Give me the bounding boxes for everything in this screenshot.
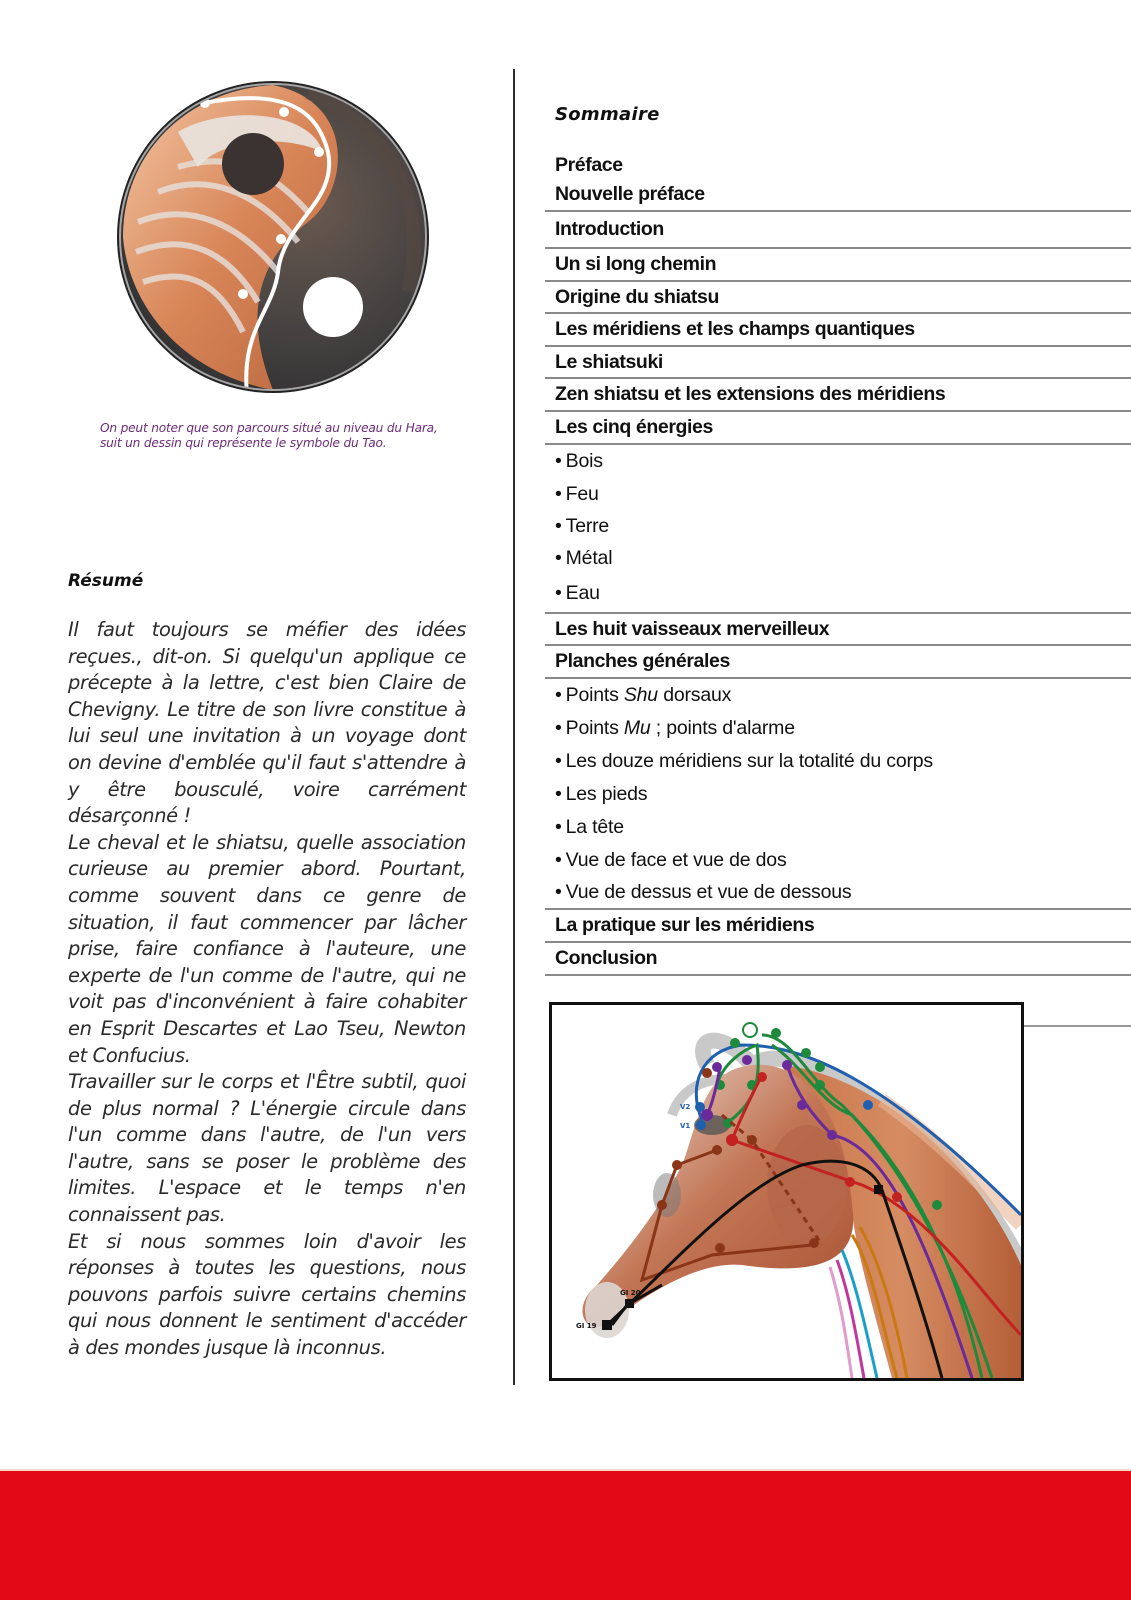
toc-entry (545, 943, 1131, 976)
bullet-icon: • (555, 684, 562, 706)
bullet-icon: • (555, 717, 562, 739)
label-v2: V2 (680, 1103, 691, 1111)
toc-entry-label: Les douze méridiens sur la totalité du corps (565, 750, 933, 772)
toc-entry (545, 379, 1131, 412)
bullet-icon: • (555, 450, 562, 472)
toc-entry-label: Eau (565, 582, 600, 604)
yang-dot (303, 277, 363, 337)
bullet-icon: • (555, 881, 562, 903)
toc-entry-rest: dorsaux (663, 684, 732, 706)
bullet-icon: • (555, 582, 562, 604)
toc-entry-label: Feu (565, 483, 599, 505)
toc-entry-italic: Mu (623, 717, 651, 739)
column-divider (513, 69, 515, 1385)
bullet-icon: • (555, 816, 562, 838)
toc-entry-label: Les méridiens et les champs quantiques (555, 318, 915, 340)
toc-entry-label: Points (565, 717, 619, 739)
resume-paragraph: Le cheval et le shiatsu, quelle association curieuse au premier abord. Pourtant, comme souvent dans ce genre de situation, il faut commencer par lâcher prise, faire confiance à l'auteure, une experte de l'un comme de l'autre, qui ne voit pas d'inconvénient à faire cohabiter en Esprit Descartes et Lao Tseu, Newton et Confucius. (68, 830, 466, 1067)
toc-subentry (545, 877, 1131, 910)
toc-entry (545, 212, 1131, 249)
yin-yang-graphic (108, 72, 438, 402)
toc-subentry (545, 712, 1131, 745)
toc-entry (545, 646, 1131, 679)
toc-entry-label: Zen shiatsu et les extensions des méridiens (555, 383, 946, 405)
horse-head-figure (549, 1002, 1024, 1381)
toc-entry-label: Métal (565, 547, 613, 569)
resume-paragraph: Il faut toujours se méfier des idées reçues., dit-on. Si quelqu'un applique ce précepte à la lettre, c'est bien Claire de Chevigny. Le titre de son livre constitue à lui seul une invitation à un voyage dont on devine d'emblée qu'il faut s'attendre à y être bousculé, voire carrément désarçonné ! (68, 618, 466, 828)
resume-paragraph: Travailler sur le corps et l'Être subtil, quoi de plus normal ? L'énergie circule dans l'un comme dans l'autre, de l'un vers l'autre, sans se poser le problème des limites. L'espace et le temps n'en connaissent pas. (68, 1070, 466, 1227)
toc-subentry (545, 542, 1131, 574)
toc-entry-label: Vue de dessus et vue de dessous (565, 881, 852, 903)
toc-entry-label: Bois (565, 450, 603, 472)
toc-entry (545, 314, 1131, 347)
toc-trailing-rule (1022, 1025, 1131, 1027)
toc-entry-label: Le shiatsuki (555, 351, 663, 373)
toc-entry (545, 249, 1131, 282)
toc-entry (545, 614, 1131, 646)
toc-entry-italic: Shu (623, 684, 658, 706)
toc-entry-label: Vue de face et vue de dos (565, 849, 787, 871)
toc-entry (545, 910, 1131, 943)
toc-entry-label: Origine du shiatsu (555, 286, 719, 308)
label-v1: V1 (680, 1122, 691, 1130)
toc-entry-label: Les cinq énergies (555, 416, 713, 438)
toc-entry-label: Les huit vaisseaux merveilleux (555, 618, 830, 640)
yin-dot (222, 133, 284, 195)
bullet-icon: • (555, 750, 562, 772)
resume-title: Résumé (68, 571, 144, 591)
footer-band (0, 1471, 1131, 1600)
toc-entry (545, 412, 1131, 445)
toc-entry (545, 178, 1131, 212)
toc-entry-label: Préface (555, 154, 623, 176)
bullet-icon: • (555, 483, 562, 505)
toc-subentry (545, 510, 1131, 542)
toc-entry-label: Terre (565, 515, 610, 537)
toc-subentry (545, 574, 1131, 614)
toc-subentry (545, 445, 1131, 478)
bullet-icon: • (555, 515, 562, 537)
bullet-icon: • (555, 783, 562, 805)
bullet-icon: • (555, 547, 562, 569)
resume-text (68, 617, 466, 1362)
toc-entry-label: Nouvelle préface (555, 183, 705, 205)
toc-entry-label: Points (565, 684, 619, 706)
toc-subentry (545, 679, 1131, 712)
toc-subentry (545, 844, 1131, 877)
illustration-caption: On peut noter que son parcours situé au niveau du Hara, suit un dessin qui représente le symbole du Tao. (100, 421, 438, 450)
toc-entry-label: Planches générales (555, 650, 730, 672)
toc-entry-label: Introduction (555, 218, 664, 240)
label-gi19: GI 19 (576, 1322, 597, 1330)
toc-entry-label: La pratique sur les méridiens (555, 914, 815, 936)
toc-entry-label: La tête (565, 816, 624, 838)
toc-entry-rest: ; points d'alarme (655, 717, 795, 739)
toc-subentry (545, 478, 1131, 510)
sommaire-title: Sommaire (555, 104, 660, 125)
toc-entry-label: Un si long chemin (555, 253, 717, 275)
label-gi20: GI 20 (620, 1289, 641, 1297)
toc-subentry (545, 745, 1131, 778)
toc-subentry (545, 811, 1131, 844)
toc-entry (545, 282, 1131, 314)
toc-entry (545, 152, 1131, 178)
toc-entry (545, 347, 1131, 379)
bullet-icon: • (555, 849, 562, 871)
table-of-contents (545, 152, 1131, 976)
toc-entry-label: Les pieds (565, 783, 648, 805)
toc-subentry (545, 778, 1131, 811)
horse-head-meridians-graphic (552, 1005, 1021, 1378)
yin-yang-illustration (108, 72, 438, 402)
resume-paragraph: Et si nous sommes loin d'avoir les réponses à toutes les questions, nous pouvons parfois suivre certains chemins qui nous donnent le sentiment d'accéder à des mondes jusque là inconnus. (68, 1229, 466, 1360)
toc-entry-label: Conclusion (555, 947, 658, 969)
